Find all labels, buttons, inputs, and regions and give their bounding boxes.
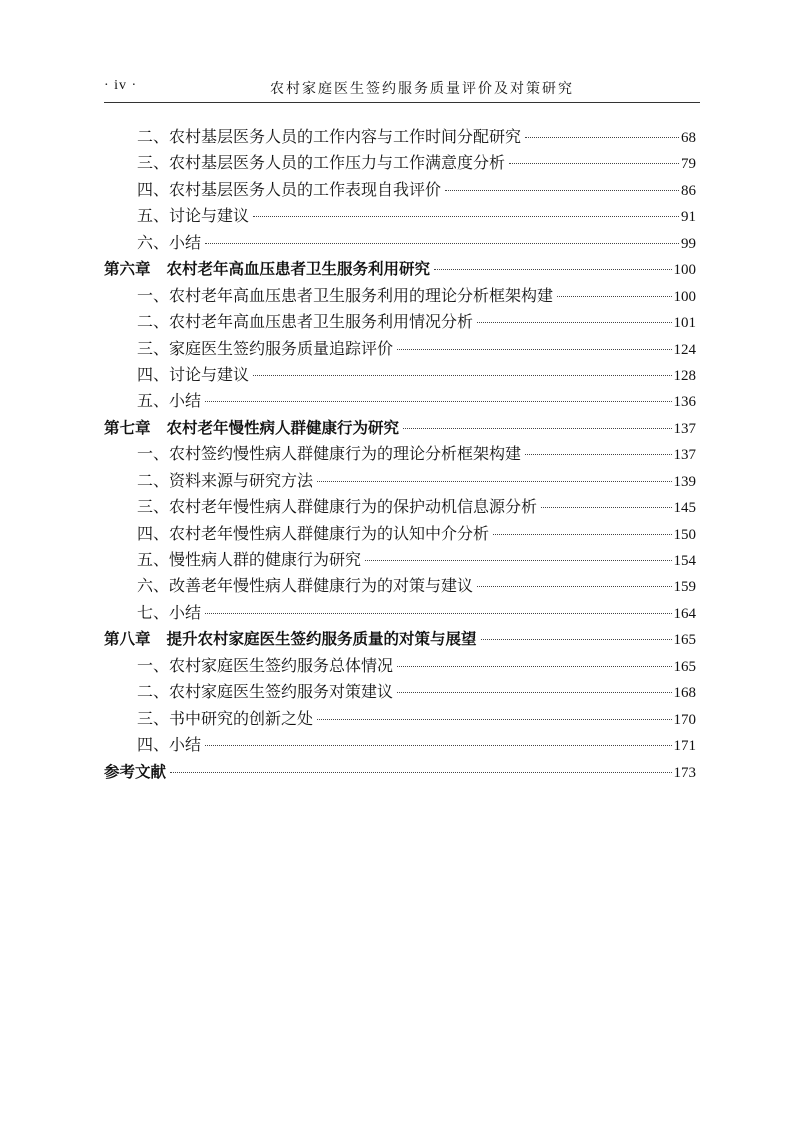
toc-entry-page: 136 bbox=[673, 394, 696, 411]
toc-section-entry[interactable] bbox=[104, 283, 696, 309]
toc-section-entry[interactable] bbox=[104, 494, 696, 520]
toc-entry-page: 100 bbox=[673, 262, 696, 279]
toc-entry-title bbox=[137, 441, 521, 467]
dot-leader bbox=[317, 481, 671, 482]
dot-leader bbox=[434, 269, 671, 270]
dot-leader bbox=[205, 745, 671, 746]
toc-entry-text: 四、讨论与建议 bbox=[137, 364, 250, 384]
toc-entry-page: 165 bbox=[673, 632, 696, 649]
dot-leader bbox=[493, 534, 671, 535]
toc-chapter-entry[interactable] bbox=[104, 256, 696, 282]
toc-section-entry[interactable] bbox=[104, 547, 696, 573]
toc-entry-title bbox=[137, 283, 553, 309]
toc-entry-page: 128 bbox=[673, 367, 696, 384]
toc-entry-title bbox=[137, 177, 441, 203]
toc-chapter-entry[interactable] bbox=[104, 626, 696, 652]
toc-entry-text: 一、农村老年高血压患者卫生服务利用的理论分析框架构建 bbox=[137, 285, 554, 305]
dot-leader bbox=[397, 349, 671, 350]
toc-entry-page: 159 bbox=[673, 579, 696, 596]
toc-entry-page: 137 bbox=[673, 447, 696, 464]
toc-section-entry[interactable] bbox=[104, 706, 696, 732]
toc-entry-text: 二、资料来源与研究方法 bbox=[137, 470, 314, 490]
toc-entry-title bbox=[137, 203, 249, 229]
toc-section-entry[interactable] bbox=[104, 150, 696, 176]
toc-entry-page: 101 bbox=[673, 315, 696, 332]
dot-leader bbox=[525, 137, 679, 138]
toc-section-entry[interactable] bbox=[104, 309, 696, 335]
toc-entry-page: 139 bbox=[673, 473, 696, 490]
toc-section-entry[interactable] bbox=[104, 441, 696, 467]
toc-section-entry[interactable] bbox=[104, 336, 696, 362]
toc-entry-title bbox=[137, 362, 249, 388]
dot-leader bbox=[445, 190, 679, 191]
toc-chapter-entry[interactable] bbox=[104, 759, 696, 785]
toc-entry-title bbox=[137, 573, 473, 599]
dot-leader bbox=[397, 666, 671, 667]
dot-leader bbox=[205, 243, 679, 244]
dot-leader bbox=[205, 401, 671, 402]
dot-leader bbox=[397, 692, 671, 693]
toc-entry-text: 二、农村家庭医生签约服务对策建议 bbox=[137, 682, 394, 702]
toc-entry-page: 154 bbox=[673, 553, 696, 569]
toc-entry-page: 164 bbox=[673, 605, 696, 622]
dot-leader bbox=[541, 507, 671, 508]
toc-entry-page: 124 bbox=[673, 341, 696, 358]
toc-entry-title bbox=[137, 150, 505, 176]
toc-entry-text: 六、小结 bbox=[137, 232, 202, 252]
toc-section-entry[interactable] bbox=[104, 653, 696, 679]
chapter-number: 第六章 bbox=[104, 260, 151, 279]
dot-leader bbox=[481, 639, 672, 640]
toc-entry-page: 168 bbox=[673, 685, 696, 702]
toc-section-entry[interactable] bbox=[104, 732, 696, 758]
running-header bbox=[104, 74, 700, 103]
dot-leader bbox=[253, 216, 679, 217]
table-of-contents bbox=[104, 124, 696, 785]
toc-section-entry[interactable] bbox=[104, 362, 696, 388]
dot-leader bbox=[317, 719, 671, 720]
toc-section-entry[interactable] bbox=[104, 177, 696, 203]
toc-entry-text: 四、农村老年慢性病人群健康行为的认知中介分析 bbox=[137, 523, 490, 543]
toc-section-entry[interactable] bbox=[104, 521, 696, 547]
toc-chapter-entry[interactable] bbox=[104, 415, 696, 441]
dot-leader bbox=[477, 586, 671, 587]
running-title: 农村家庭医生签约服务质量评价及对策研究 bbox=[270, 81, 574, 97]
toc-entry-text: 农村老年慢性病人群健康行为研究 bbox=[166, 418, 400, 437]
toc-entry-text: 六、改善老年慢性病人群健康行为的对策与建议 bbox=[137, 576, 474, 596]
toc-entry-title bbox=[104, 256, 430, 282]
toc-entry-page: 170 bbox=[673, 711, 696, 728]
toc-section-entry[interactable] bbox=[104, 230, 696, 256]
toc-entry-text: 一、农村签约慢性病人群健康行为的理论分析框架构建 bbox=[137, 444, 522, 464]
dot-leader bbox=[170, 772, 671, 773]
toc-entry-title bbox=[137, 336, 393, 362]
toc-entry-text: 七、小结 bbox=[137, 602, 202, 622]
toc-entry-title bbox=[137, 468, 313, 494]
toc-entry-title bbox=[137, 521, 489, 547]
toc-entry-text: 四、小结 bbox=[137, 735, 202, 755]
toc-entry-title bbox=[137, 679, 393, 705]
chapter-number: 第七章 bbox=[104, 418, 151, 437]
toc-entry-title bbox=[137, 600, 201, 626]
toc-entry-text: 参考文献 bbox=[104, 762, 167, 781]
toc-entry-page: 91 bbox=[681, 209, 696, 226]
chapter-number: 第八章 bbox=[104, 630, 151, 649]
toc-entry-text: 二、农村老年高血压患者卫生服务利用情况分析 bbox=[137, 312, 474, 332]
toc-entry-text: 一、农村家庭医生签约服务总体情况 bbox=[137, 655, 394, 675]
toc-entry-page: 165 bbox=[673, 658, 696, 675]
dot-leader bbox=[557, 296, 671, 297]
toc-entry-text: 四、农村基层医务人员的工作表现自我评价 bbox=[137, 179, 442, 199]
toc-entry-title bbox=[137, 494, 537, 520]
toc-entry-title bbox=[137, 732, 201, 758]
toc-entry-page: 150 bbox=[673, 526, 696, 543]
toc-entry-text: 五、慢性病人群的健康行为研究 bbox=[137, 550, 362, 569]
toc-entry-text: 五、小结 bbox=[137, 391, 202, 411]
toc-entry-page: 100 bbox=[673, 288, 696, 305]
toc-section-entry[interactable] bbox=[104, 124, 696, 150]
toc-entry-title bbox=[104, 415, 399, 441]
toc-entry-page: 86 bbox=[681, 182, 696, 199]
toc-entry-title bbox=[137, 706, 313, 732]
dot-leader bbox=[403, 428, 671, 429]
toc-entry-text: 三、农村老年慢性病人群健康行为的保护动机信息源分析 bbox=[137, 497, 538, 517]
toc-entry-title bbox=[137, 388, 201, 414]
toc-entry-page: 145 bbox=[673, 500, 696, 517]
toc-section-entry[interactable] bbox=[104, 468, 696, 494]
toc-entry-page: 68 bbox=[681, 130, 696, 146]
toc-entry-title bbox=[137, 124, 521, 150]
toc-entry-text: 三、农村基层医务人员的工作压力与工作满意度分析 bbox=[137, 153, 506, 173]
toc-entry-text: 提升农村家庭医生签约服务质量的对策与展望 bbox=[166, 630, 477, 649]
toc-section-entry[interactable] bbox=[104, 573, 696, 599]
toc-entry-title bbox=[137, 547, 361, 573]
dot-leader bbox=[205, 613, 671, 614]
toc-entry-title bbox=[137, 230, 201, 256]
toc-entry-title bbox=[104, 626, 477, 652]
dot-leader bbox=[477, 322, 671, 323]
toc-entry-page: 171 bbox=[673, 738, 696, 755]
toc-entry-page: 173 bbox=[673, 764, 696, 781]
dot-leader bbox=[253, 375, 671, 376]
toc-entry-text: 二、农村基层医务人员的工作内容与工作时间分配研究 bbox=[137, 127, 522, 146]
toc-entry-text: 三、书中研究的创新之处 bbox=[137, 708, 314, 728]
toc-section-entry[interactable] bbox=[104, 203, 696, 229]
toc-entry-page: 79 bbox=[681, 156, 696, 173]
toc-entry-page: 99 bbox=[681, 235, 696, 252]
dot-leader bbox=[509, 163, 679, 164]
toc-entry-title bbox=[104, 759, 166, 785]
toc-entry-title bbox=[137, 309, 473, 335]
toc-section-entry[interactable] bbox=[104, 388, 696, 414]
page-number: · iv · bbox=[104, 78, 138, 93]
toc-entry-title bbox=[137, 653, 393, 679]
toc-section-entry[interactable] bbox=[104, 600, 696, 626]
toc-entry-text: 三、家庭医生签约服务质量追踪评价 bbox=[137, 338, 394, 358]
toc-entry-text: 五、讨论与建议 bbox=[137, 206, 250, 226]
toc-entry-page: 137 bbox=[673, 420, 696, 437]
toc-entry-text: 农村老年高血压患者卫生服务利用研究 bbox=[166, 260, 431, 279]
dot-leader bbox=[365, 560, 671, 561]
dot-leader bbox=[525, 454, 671, 455]
toc-section-entry[interactable] bbox=[104, 679, 696, 705]
